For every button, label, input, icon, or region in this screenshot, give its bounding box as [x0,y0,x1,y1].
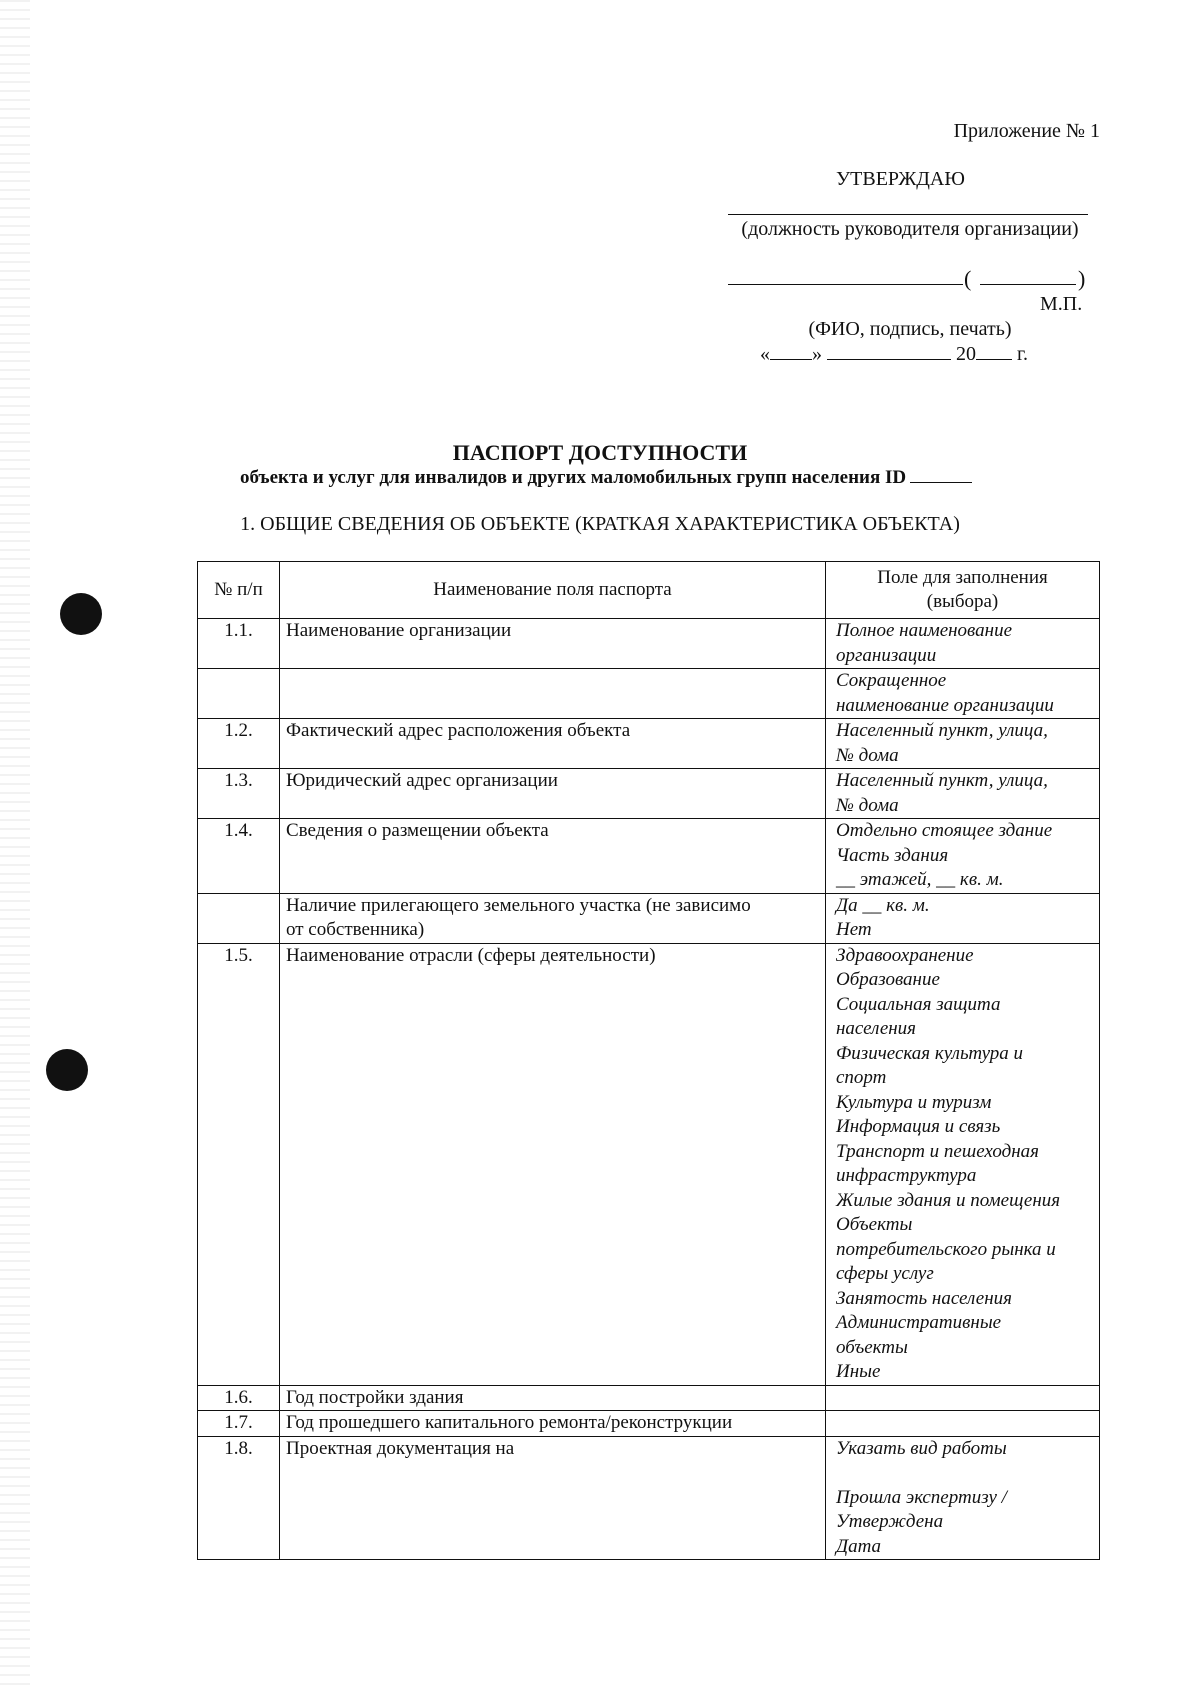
document-subtitle [240,466,972,489]
position-signature-line [728,200,1088,215]
table-row [198,719,1100,769]
approve-label: УТВЕРЖДАЮ [836,168,965,190]
row-field-value [826,1385,1100,1411]
field-name-line: Наличие прилегающего земельного участка (не зависимо [286,894,751,916]
row-field-name [280,1411,826,1437]
field-value-line: Транспорт и пешеходная [836,1140,1039,1162]
row-field-value [826,769,1100,819]
row-field-name [280,893,826,943]
field-name-line: от собственника) [286,919,425,940]
header-value-line: Поле для заполнения [877,567,1048,588]
paren-open: ( [964,266,972,291]
row-field-value [826,1436,1100,1560]
field-value-line: населения [836,1018,917,1039]
field-value-line: Образование [836,969,940,990]
table-row [198,943,1100,1385]
header-number: № п/п [198,562,280,619]
row-field-name [280,1385,826,1411]
row-field-value [826,719,1100,769]
row-number: 1.4. [198,819,280,894]
table-row [198,1385,1100,1411]
table-row [198,1411,1100,1437]
row-field-name [280,1436,826,1560]
field-name-line: Сведения о размещении объекта [286,820,549,841]
header-value-text [832,566,1093,614]
signature-line [728,270,963,285]
row-field-name [280,819,826,894]
field-value-line: Населенный пункт, улица, [836,720,1048,741]
row-field-name [280,669,826,719]
field-value-line: Сокращенное [836,670,947,691]
year-suffix: г. [1017,343,1028,365]
row-number: 1.8. [198,1436,280,1560]
name-blank-line [980,270,1076,285]
row-field-name [280,769,826,819]
row-field-value [826,619,1100,669]
field-value-line: Населенный пункт, улица, [836,770,1048,791]
header-value-line: (выбора) [926,591,999,612]
header-field-value [826,562,1100,619]
field-value-line: Здравоохранение [836,944,974,966]
section-title: 1. ОБЩИЕ СВЕДЕНИЯ ОБ ОБЪЕКТЕ (КРАТКАЯ ХАРАКТЕРИСТИКА ОБЪЕКТА) [240,513,960,535]
document-title: ПАСПОРТ ДОСТУПНОСТИ [452,440,748,465]
field-name-line: Наименование организации [286,620,512,641]
field-value-line: Полное наименование [836,620,1013,641]
day-blank [770,343,812,360]
table-row [198,819,1100,894]
field-value-line: потребительского рынка и [836,1238,1056,1260]
field-value-line: Занятость населения [836,1287,1012,1309]
row-field-value [826,943,1100,1385]
field-value-line: № дома [836,794,899,816]
field-value-line: Культура и туризм [836,1091,992,1113]
field-value-line: сферы услуг [836,1263,934,1284]
field-value-line [836,1461,1093,1486]
field-value-line: Указать вид работы [836,1437,1007,1459]
field-name-line: Наименование отрасли (сферы деятельности) [286,944,656,966]
field-value-line: Информация и связь [836,1116,1001,1137]
field-value-line: № дома [836,744,899,766]
field-name-line: Фактический адрес расположения объекта [286,720,631,741]
row-number [198,669,280,719]
row-number: 1.1. [198,619,280,669]
row-number: 1.2. [198,719,280,769]
header-field-name: Наименование поля паспорта [280,562,826,619]
field-value-line: Объекты [836,1214,913,1235]
position-caption: (должность руководителя организации) [741,218,1079,240]
row-field-name [280,943,826,1385]
row-number: 1.3. [198,769,280,819]
month-blank [827,343,951,360]
field-value-line: организации [836,644,937,666]
signature-caption: (ФИО, подпись, печать) [808,318,1012,340]
punch-hole-bottom [46,1049,88,1091]
row-field-value [826,819,1100,894]
row-field-value [826,1411,1100,1437]
table-row [198,769,1100,819]
field-value-line: Прошла экспертизу / [836,1486,1007,1508]
field-value-line: спорт [836,1067,887,1088]
passport-table [197,561,1100,1560]
year-prefix: 20 [956,343,976,365]
field-value-line: Иные [836,1361,881,1382]
subtitle-text: объекта и услуг для инвалидов и других маломобильных групп населения ID [240,467,907,488]
field-name-line: Год прошедшего капитального ремонта/реконструкции [286,1412,733,1433]
field-value-line: инфраструктура [836,1165,977,1186]
row-field-value [826,893,1100,943]
date-row [760,343,1028,366]
field-value-line: Нет [836,919,872,940]
row-number: 1.6. [198,1385,280,1411]
paren-close: ) [1078,266,1086,291]
table-body [198,619,1100,1560]
field-name-line: Проектная документация на [286,1437,515,1459]
field-value-line: Дата [836,1535,882,1557]
field-value-line: Физическая культура и [836,1042,1024,1064]
field-value-line: Да __ кв. м. [836,894,930,916]
table-header-row [198,562,1100,619]
field-value-line: объекты [836,1336,908,1358]
field-name-line: Год постройки здания [286,1386,464,1408]
row-number: 1.5. [198,943,280,1385]
table-row [198,669,1100,719]
field-value-line: Социальная защита [836,993,1001,1015]
row-field-name [280,619,826,669]
field-value-line: наименование организации [836,694,1054,716]
table-row [198,1436,1100,1560]
table-row [198,893,1100,943]
field-value-line: Часть здания [836,844,949,866]
field-value-line: Административные [836,1312,1002,1333]
punch-hole-top [60,593,102,635]
scan-edge-noise [0,0,30,1687]
row-field-value [826,669,1100,719]
field-name-line: Юридический адрес организации [286,770,558,791]
year-blank [976,343,1012,360]
row-number: 1.7. [198,1411,280,1437]
field-value-line: Отдельно стоящее здание [836,820,1053,841]
row-number [198,893,280,943]
field-value-line: Утверждена [836,1511,944,1532]
stamp-label: М.П. [1040,293,1083,315]
date-close-quote: » [812,343,822,365]
date-open-quote: « [760,343,770,365]
field-value-line: Жилые здания и помещения [836,1189,1061,1211]
field-value-line: __ этажей, __ кв. м. [836,869,1004,890]
table-row [198,619,1100,669]
id-blank-line [910,466,972,483]
row-field-name [280,719,826,769]
appendix-label: Приложение № 1 [953,120,1100,142]
